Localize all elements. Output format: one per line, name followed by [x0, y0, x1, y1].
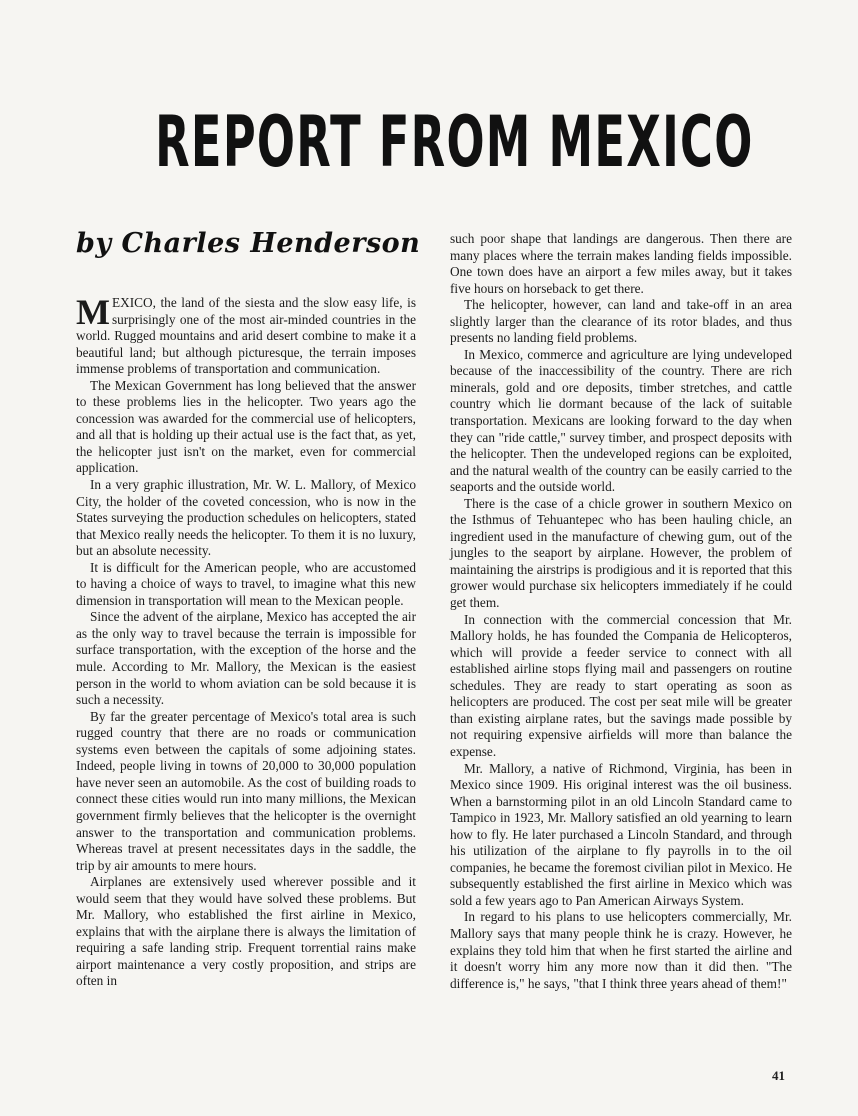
paragraph: The helicopter, however, can land and take-off in an area slightly larger than the clearance of its rotor blades, and thus presents no landing field problems.	[450, 297, 792, 346]
article-title: REPORT FROM MEXICO	[155, 101, 754, 183]
byline: by Charles Henderson	[76, 228, 421, 259]
paragraph: In connection with the commercial concession that Mr. Mallory holds, he has founded the Compania de Helicopteros, which will provide a feeder service to connect with all established airline stops flying mail and passengers on routine schedules. They are ready to start operating as soon as helicopters are produced. The cost per seat mile will be greater than existing airplane rates, but the savings made possible by not requiring expensive airfields will more than balance the expense.	[450, 611, 792, 759]
paragraph: such poor shape that landings are dangerous. Then there are many places where the terrain makes landing fields impossible. One town does have an airport a few miles away, but it takes five hours on horseback to get there.	[450, 231, 792, 296]
right-column	[450, 231, 792, 992]
paragraph: Airplanes are extensively used wherever possible and it would seem that they would have solved these problems. But Mr. Mallory, who established the first airline in Mexico, explains that with the airplane there is always the limitation of requiring a safe landing strip. Frequent torrential rains make airport maintenance a very costly proposition, and strips are often in	[76, 874, 416, 989]
paragraph: In Mexico, commerce and agriculture are lying undeveloped because of the inaccessibility of the country. There are rich minerals, gold and ore deposits, timber stretches, and cattle country which lie dormant because of the lack of suitable transportation. Mexicans are looking forward to the day when they can "ride cattle," survey timber, and prospect deposits with the helicopter. Then the undeveloped regions can be exploited, and the natural wealth of the country can be easily carried to the seaports and the outside world.	[450, 346, 792, 495]
paragraph: By far the greater percentage of Mexico's total area is such rugged country that there are no roads or communication systems even between the capitals of some adjoining states. Indeed, people living in towns of 20,000 to 30,000 population have never seen an automobile. As the cost of building roads to connect these cities would run into many millions, the Mexican government firmly believes that the helicopter is the overnight answer to the transportation and communication problems. Whereas travel at present necessitates days in the saddle, the trip by air amounts to mere hours.	[76, 708, 416, 873]
drop-cap: M	[76, 292, 110, 332]
paragraph: MEXICO, the land of the siesta and the slow easy life, is surprisingly one of the most air-minded countries in the world. Rugged mountains and arid desert combine to make it a beautiful land; but although picturesque, the terrain imposes immense problems of transportation and communication.	[76, 292, 416, 377]
paragraph: In a very graphic illustration, Mr. W. L. Mallory, of Mexico City, the holder of the coveted concession, who is now in the States surveying the production schedules on helicopters, stated that Mexico really needs the helicopter. To them it is no luxury, but an absolute necessity.	[76, 477, 416, 559]
paragraph: There is the case of a chicle grower in southern Mexico on the Isthmus of Tehuantepec who has been hauling chicle, an ingredient used in the manufacture of chewing gum, out of the jungles to the seaport by airplane. However, the problem of maintaining the airstrips is prodigious and it is reported that this grower would purchase six helicopters immediately if he could get them.	[450, 495, 792, 611]
left-column	[76, 292, 416, 990]
paragraph: In regard to his plans to use helicopters commercially, Mr. Mallory says that many people think he is crazy. However, he explains they told him that when he first started the airline and it doesn't worry him any more now than it did then. "The difference is," he says, "that I think three years ahead of them!"	[450, 909, 792, 991]
paragraph: It is difficult for the American people, who are accustomed to having a choice of ways to travel, to imagine what this new dimension in transportation will mean to the Mexican people.	[76, 559, 416, 608]
paragraph: The Mexican Government has long believed that the answer to these problems lies in the helicopter. Two years ago the concession was awarded for the commercial use of helicopters, and all that is holding up their actual use is the fact that, as yet, the helicopter just isn't on the market, even for commercial application.	[76, 377, 416, 476]
page-number: 41	[772, 1068, 785, 1083]
paragraph: Mr. Mallory, a native of Richmond, Virginia, has been in Mexico since 1909. His original interest was the oil business. When a barnstorming pilot in an old Lincoln Standard came to Tampico in 1923, Mr. Mallory satisfied an old yearning to learn how to fly. He later purchased a Lincoln Standard, and through his utilization of the airplane to fly payrolls in to the oil companies, he became the foremost civilian pilot in Mexico. He subsequently established the first airline in Mexico which was sold a few years ago to Pan American Airways System.	[450, 760, 792, 908]
paragraph: Since the advent of the airplane, Mexico has accepted the air as the only way to travel because the terrain is impossible for surface transportation, with the exception of the horse and the mule. According to Mr. Mallory, the Mexican is the easiest person in the world to whom aviation can be sold because it is such a necessity.	[76, 609, 416, 708]
